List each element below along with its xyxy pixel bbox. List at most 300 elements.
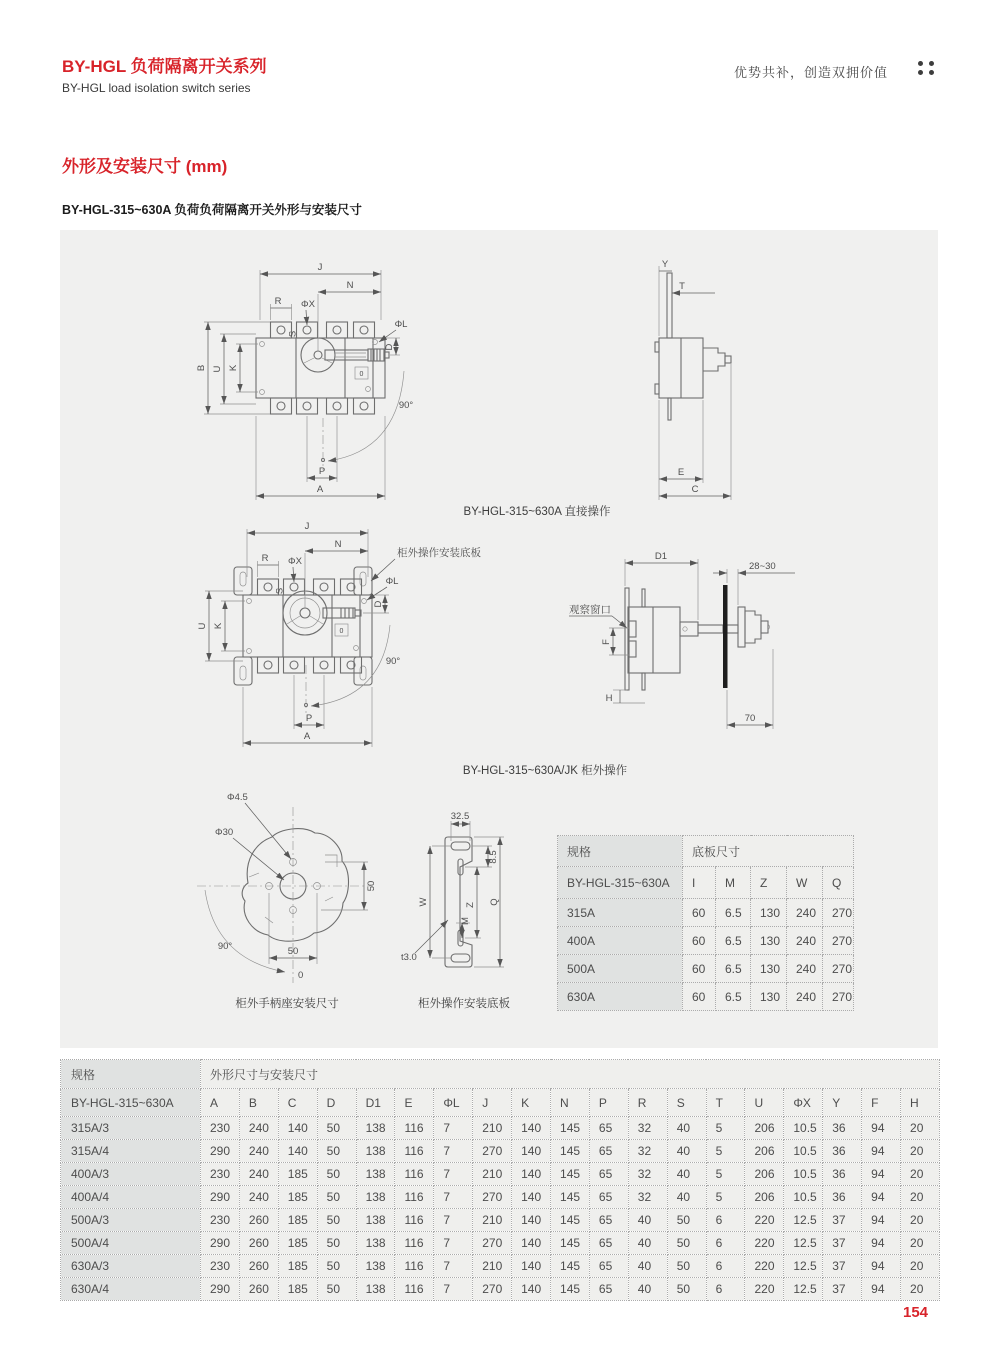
- value-cell: 210: [473, 1255, 512, 1278]
- value-cell: 7: [434, 1186, 473, 1209]
- dim-E: E: [677, 467, 685, 478]
- column-header-row: [61, 1089, 940, 1117]
- dim-phi30: Φ30: [215, 827, 234, 838]
- value-cell: 7: [434, 1232, 473, 1255]
- value-cell: 65: [589, 1278, 628, 1301]
- dim-U: U: [197, 622, 208, 630]
- value-cell: 130: [751, 983, 787, 1011]
- spec-cell: 315A/3: [61, 1117, 201, 1140]
- column-header: R: [628, 1089, 667, 1117]
- column-header: T: [706, 1089, 745, 1117]
- dim-phiL: ΦL: [394, 319, 408, 330]
- column-header: ΦX: [784, 1089, 823, 1117]
- table-row: [558, 927, 854, 955]
- value-cell: 60: [683, 927, 716, 955]
- value-cell: 94: [862, 1163, 901, 1186]
- value-cell: 36: [823, 1140, 862, 1163]
- table-row: [61, 1117, 940, 1140]
- dim-P: P: [318, 466, 326, 477]
- dim-Q: Q: [489, 898, 500, 906]
- value-cell: 50: [317, 1278, 356, 1301]
- value-cell: 140: [512, 1209, 551, 1232]
- value-cell: 240: [787, 899, 823, 927]
- table-row: [61, 1209, 940, 1232]
- value-cell: 138: [356, 1163, 395, 1186]
- dim-gap: 28~30: [749, 561, 776, 572]
- value-cell: 65: [589, 1140, 628, 1163]
- value-cell: 185: [278, 1163, 317, 1186]
- value-cell: 260: [239, 1278, 278, 1301]
- value-cell: 94: [862, 1117, 901, 1140]
- spec-cell: 400A/3: [61, 1163, 201, 1186]
- drawings-panel: [60, 230, 938, 1048]
- value-cell: 60: [683, 955, 716, 983]
- value-cell: 210: [473, 1209, 512, 1232]
- value-cell: 50: [317, 1209, 356, 1232]
- dim-angle: 90°: [385, 656, 401, 667]
- value-cell: 116: [395, 1140, 434, 1163]
- dim-T: T: [679, 281, 685, 292]
- column-header: W: [787, 867, 823, 899]
- value-cell: 60: [683, 899, 716, 927]
- dim-t3: t3.0: [401, 952, 417, 963]
- column-header: K: [512, 1089, 551, 1117]
- column-header: Y: [823, 1089, 862, 1117]
- value-cell: 40: [667, 1163, 706, 1186]
- spec-cell: 400A/4: [61, 1186, 201, 1209]
- value-cell: 5: [706, 1186, 745, 1209]
- value-cell: 270: [473, 1140, 512, 1163]
- value-cell: 65: [589, 1209, 628, 1232]
- value-cell: 32: [628, 1163, 667, 1186]
- dim-S: S: [287, 330, 299, 338]
- value-cell: 210: [473, 1117, 512, 1140]
- value-cell: 12.5: [784, 1255, 823, 1278]
- value-cell: 220: [745, 1232, 784, 1255]
- dim-phiL: ΦL: [385, 576, 399, 587]
- table-row: [61, 1232, 940, 1255]
- value-cell: 7: [434, 1117, 473, 1140]
- table-row: [61, 1140, 940, 1163]
- value-cell: 145: [551, 1163, 590, 1186]
- table-row: [61, 1255, 940, 1278]
- dim-K: K: [228, 364, 239, 372]
- spec-cell: 315A: [558, 899, 683, 927]
- value-cell: 36: [823, 1186, 862, 1209]
- dim-Z: Z: [465, 902, 476, 908]
- value-cell: 116: [395, 1117, 434, 1140]
- table-row: [558, 983, 854, 1011]
- dim-K: K: [213, 622, 224, 630]
- value-cell: 220: [745, 1209, 784, 1232]
- spec-cell: 500A/4: [61, 1232, 201, 1255]
- value-cell: 32: [628, 1140, 667, 1163]
- window-annotation: 观察窗口: [569, 604, 611, 616]
- value-cell: 6.5: [716, 983, 751, 1011]
- value-cell: 230: [201, 1117, 240, 1140]
- dim-D1: D1: [654, 551, 668, 562]
- dim-B: B: [196, 364, 207, 372]
- section-subtitle: BY-HGL-315~630A 负荷负荷隔离开关外形与安装尺寸: [62, 203, 362, 217]
- value-cell: 206: [745, 1186, 784, 1209]
- drawing-side-view-jk: [565, 545, 910, 770]
- value-cell: 138: [356, 1278, 395, 1301]
- value-cell: 138: [356, 1209, 395, 1232]
- column-header: D: [317, 1089, 356, 1117]
- value-cell: 6.5: [716, 899, 751, 927]
- value-cell: 138: [356, 1117, 395, 1140]
- value-cell: 6.5: [716, 955, 751, 983]
- dim-N: N: [346, 280, 354, 291]
- value-cell: 6.5: [716, 927, 751, 955]
- value-cell: 270: [823, 983, 854, 1011]
- value-cell: 145: [551, 1209, 590, 1232]
- value-cell: 185: [278, 1278, 317, 1301]
- value-cell: 94: [862, 1209, 901, 1232]
- value-cell: 138: [356, 1255, 395, 1278]
- value-cell: 116: [395, 1255, 434, 1278]
- value-cell: 40: [667, 1140, 706, 1163]
- spec-cell: 630A/3: [61, 1255, 201, 1278]
- dim-angle: 90°: [398, 400, 414, 411]
- value-cell: 230: [201, 1255, 240, 1278]
- value-cell: 50: [317, 1140, 356, 1163]
- page-number: 154: [903, 1304, 929, 1321]
- dim-32-5: 32.5: [450, 811, 470, 822]
- dim-zero: 0: [298, 970, 304, 981]
- value-cell: 138: [356, 1186, 395, 1209]
- dim-C: C: [691, 484, 699, 495]
- drawing-front-view-direct: [196, 258, 420, 503]
- value-cell: 94: [862, 1232, 901, 1255]
- value-cell: 40: [667, 1186, 706, 1209]
- value-cell: 20: [901, 1186, 940, 1209]
- value-cell: 240: [239, 1186, 278, 1209]
- column-header: I: [683, 867, 716, 899]
- value-cell: 50: [667, 1278, 706, 1301]
- table-row: [558, 899, 854, 927]
- value-cell: 260: [239, 1209, 278, 1232]
- value-cell: 290: [201, 1186, 240, 1209]
- dim-A: A: [316, 484, 324, 495]
- value-cell: 6: [706, 1209, 745, 1232]
- dim-M: M: [460, 917, 471, 925]
- value-cell: 40: [628, 1278, 667, 1301]
- dots-grid-icon: [918, 61, 940, 79]
- value-cell: 140: [512, 1278, 551, 1301]
- value-cell: 10.5: [784, 1163, 823, 1186]
- value-cell: 145: [551, 1255, 590, 1278]
- value-cell: 6: [706, 1278, 745, 1301]
- value-cell: 240: [787, 983, 823, 1011]
- spec-cell: 500A: [558, 955, 683, 983]
- table-row: [61, 1163, 940, 1186]
- value-cell: 40: [628, 1232, 667, 1255]
- value-cell: 40: [628, 1209, 667, 1232]
- value-cell: 116: [395, 1209, 434, 1232]
- value-cell: 20: [901, 1117, 940, 1140]
- value-cell: 37: [823, 1232, 862, 1255]
- value-cell: 140: [512, 1140, 551, 1163]
- value-cell: 65: [589, 1163, 628, 1186]
- value-cell: 290: [201, 1232, 240, 1255]
- value-cell: 130: [751, 955, 787, 983]
- value-cell: 6: [706, 1255, 745, 1278]
- span-header: 外形尺寸与安装尺寸: [201, 1060, 940, 1089]
- value-cell: 20: [901, 1209, 940, 1232]
- dim-U: U: [212, 365, 223, 373]
- value-cell: 65: [589, 1117, 628, 1140]
- value-cell: 5: [706, 1140, 745, 1163]
- spec-header: 规格: [558, 836, 683, 867]
- base-plate-size-table: [557, 835, 854, 1011]
- dim-J: J: [304, 521, 310, 532]
- indicator-label: 0: [339, 628, 344, 635]
- table-row: [61, 1186, 940, 1209]
- value-cell: 7: [434, 1278, 473, 1301]
- dim-50-vertical: 50: [366, 880, 377, 892]
- value-cell: 270: [473, 1278, 512, 1301]
- drawing-handle-seat: [175, 787, 435, 1002]
- base-plate-annotation: 柜外操作安装底板: [397, 547, 481, 559]
- value-cell: 65: [589, 1186, 628, 1209]
- series-title-zh: BY-HGL 负荷隔离开关系列: [62, 57, 267, 76]
- value-cell: 40: [667, 1117, 706, 1140]
- value-cell: 230: [201, 1209, 240, 1232]
- column-header: A: [201, 1089, 240, 1117]
- column-header: Z: [751, 867, 787, 899]
- value-cell: 206: [745, 1163, 784, 1186]
- value-cell: 6: [706, 1232, 745, 1255]
- model-cell: BY-HGL-315~630A: [558, 867, 683, 899]
- spec-cell: 630A/4: [61, 1278, 201, 1301]
- value-cell: 270: [823, 927, 854, 955]
- value-cell: 140: [512, 1255, 551, 1278]
- value-cell: 210: [473, 1163, 512, 1186]
- value-cell: 32: [628, 1186, 667, 1209]
- column-header: U: [745, 1089, 784, 1117]
- value-cell: 5: [706, 1117, 745, 1140]
- spec-cell: 500A/3: [61, 1209, 201, 1232]
- dim-phiX: ΦX: [288, 556, 302, 567]
- table-row: [558, 955, 854, 983]
- value-cell: 116: [395, 1278, 434, 1301]
- value-cell: 50: [317, 1117, 356, 1140]
- value-cell: 140: [512, 1232, 551, 1255]
- value-cell: 36: [823, 1163, 862, 1186]
- value-cell: 50: [317, 1255, 356, 1278]
- value-cell: 116: [395, 1186, 434, 1209]
- value-cell: 10.5: [784, 1140, 823, 1163]
- caption-direct-operation: BY-HGL-315~630A 直接操作: [463, 506, 611, 518]
- value-cell: 7: [434, 1140, 473, 1163]
- dim-A: A: [303, 731, 311, 742]
- dim-S: S: [274, 587, 286, 595]
- value-cell: 220: [745, 1278, 784, 1301]
- column-header: D1: [356, 1089, 395, 1117]
- value-cell: 145: [551, 1186, 590, 1209]
- value-cell: 10.5: [784, 1186, 823, 1209]
- value-cell: 5: [706, 1163, 745, 1186]
- drawing-side-view-direct: [640, 258, 790, 508]
- value-cell: 12.5: [784, 1209, 823, 1232]
- value-cell: 230: [201, 1163, 240, 1186]
- column-header: H: [901, 1089, 940, 1117]
- table-row: [61, 1278, 940, 1301]
- value-cell: 185: [278, 1232, 317, 1255]
- dim-phi45: Φ4.5: [227, 792, 248, 803]
- value-cell: 116: [395, 1163, 434, 1186]
- value-cell: 60: [683, 983, 716, 1011]
- caption-handle-seat: 柜外手柄座安装尺寸: [235, 998, 339, 1010]
- value-cell: 240: [787, 927, 823, 955]
- dim-R: R: [274, 296, 282, 307]
- value-cell: 7: [434, 1255, 473, 1278]
- value-cell: 20: [901, 1232, 940, 1255]
- value-cell: 50: [317, 1163, 356, 1186]
- value-cell: 138: [356, 1140, 395, 1163]
- value-cell: 185: [278, 1255, 317, 1278]
- dim-P: P: [305, 713, 313, 724]
- value-cell: 140: [512, 1186, 551, 1209]
- dim-W: W: [418, 897, 429, 907]
- value-cell: 36: [823, 1117, 862, 1140]
- value-cell: 94: [862, 1255, 901, 1278]
- dimensions-table: [60, 1059, 940, 1301]
- value-cell: 50: [667, 1255, 706, 1278]
- dim-R: R: [261, 553, 269, 564]
- value-cell: 270: [823, 899, 854, 927]
- value-cell: 94: [862, 1140, 901, 1163]
- spec-header: 规格: [61, 1060, 201, 1089]
- span-header: 底板尺寸: [683, 836, 854, 867]
- dim-D: D: [384, 343, 395, 351]
- spec-cell: 630A: [558, 983, 683, 1011]
- value-cell: 65: [589, 1232, 628, 1255]
- dim-angle: 90°: [217, 941, 233, 952]
- column-header: F: [862, 1089, 901, 1117]
- column-header: C: [278, 1089, 317, 1117]
- spec-cell: 400A: [558, 927, 683, 955]
- value-cell: 32: [628, 1117, 667, 1140]
- value-cell: 130: [751, 927, 787, 955]
- value-cell: 290: [201, 1278, 240, 1301]
- column-header-row: [558, 867, 854, 899]
- indicator-label: 0: [359, 371, 364, 378]
- value-cell: 94: [862, 1186, 901, 1209]
- dim-F: F: [601, 639, 612, 645]
- caption-base-plate: 柜外操作安装底板: [418, 998, 510, 1010]
- table-header-row: [61, 1060, 940, 1089]
- dim-H: H: [605, 693, 613, 704]
- value-cell: 20: [901, 1140, 940, 1163]
- value-cell: 140: [278, 1117, 317, 1140]
- drawing-base-plate: [400, 797, 565, 1007]
- value-cell: 40: [628, 1255, 667, 1278]
- value-cell: 140: [512, 1163, 551, 1186]
- value-cell: 20: [901, 1163, 940, 1186]
- value-cell: 12.5: [784, 1278, 823, 1301]
- dim-phiX: ΦX: [301, 299, 315, 310]
- value-cell: 20: [901, 1255, 940, 1278]
- value-cell: 116: [395, 1232, 434, 1255]
- column-header: Q: [823, 867, 854, 899]
- value-cell: 270: [473, 1232, 512, 1255]
- value-cell: 94: [862, 1278, 901, 1301]
- value-cell: 130: [751, 899, 787, 927]
- value-cell: 12.5: [784, 1232, 823, 1255]
- model-cell: BY-HGL-315~630A: [61, 1089, 201, 1117]
- dim-J: J: [317, 262, 323, 273]
- spec-cell: 315A/4: [61, 1140, 201, 1163]
- value-cell: 37: [823, 1278, 862, 1301]
- value-cell: 290: [201, 1140, 240, 1163]
- value-cell: 206: [745, 1117, 784, 1140]
- value-cell: 185: [278, 1186, 317, 1209]
- table-header-row: [558, 836, 854, 867]
- value-cell: 140: [278, 1140, 317, 1163]
- value-cell: 145: [551, 1140, 590, 1163]
- value-cell: 10.5: [784, 1117, 823, 1140]
- value-cell: 37: [823, 1255, 862, 1278]
- value-cell: 145: [551, 1278, 590, 1301]
- value-cell: 240: [787, 955, 823, 983]
- column-header: E: [395, 1089, 434, 1117]
- dim-8-5: 8.5: [488, 850, 499, 864]
- dim-Y: Y: [661, 259, 669, 270]
- header-slogan: 优势共补，创造双拥价值: [733, 65, 888, 80]
- dim-D: D: [373, 600, 384, 608]
- value-cell: 260: [239, 1232, 278, 1255]
- value-cell: 140: [512, 1117, 551, 1140]
- column-header: B: [239, 1089, 278, 1117]
- column-header: N: [551, 1089, 590, 1117]
- value-cell: 270: [823, 955, 854, 983]
- value-cell: 240: [239, 1163, 278, 1186]
- value-cell: 7: [434, 1209, 473, 1232]
- value-cell: 50: [317, 1232, 356, 1255]
- value-cell: 240: [239, 1140, 278, 1163]
- series-title-en: BY-HGL load isolation switch series: [62, 81, 251, 95]
- column-header: ΦL: [434, 1089, 473, 1117]
- drawing-front-view-jk: [195, 520, 625, 770]
- value-cell: 145: [551, 1232, 590, 1255]
- value-cell: 7: [434, 1163, 473, 1186]
- value-cell: 50: [667, 1209, 706, 1232]
- column-header: S: [667, 1089, 706, 1117]
- dim-N: N: [334, 539, 342, 550]
- column-header: P: [589, 1089, 628, 1117]
- value-cell: 50: [317, 1186, 356, 1209]
- section-title: 外形及安装尺寸 (mm): [62, 157, 228, 176]
- value-cell: 206: [745, 1140, 784, 1163]
- value-cell: 145: [551, 1117, 590, 1140]
- value-cell: 50: [667, 1232, 706, 1255]
- value-cell: 20: [901, 1278, 940, 1301]
- value-cell: 240: [239, 1117, 278, 1140]
- column-header: M: [716, 867, 751, 899]
- value-cell: 220: [745, 1255, 784, 1278]
- value-cell: 270: [473, 1186, 512, 1209]
- dim-50-horizontal: 50: [287, 946, 299, 957]
- value-cell: 138: [356, 1232, 395, 1255]
- caption-jk-operation: BY-HGL-315~630A/JK 柜外操作: [462, 765, 628, 777]
- value-cell: 260: [239, 1255, 278, 1278]
- value-cell: 185: [278, 1209, 317, 1232]
- column-header: J: [473, 1089, 512, 1117]
- value-cell: 37: [823, 1209, 862, 1232]
- dim-70: 70: [744, 713, 756, 724]
